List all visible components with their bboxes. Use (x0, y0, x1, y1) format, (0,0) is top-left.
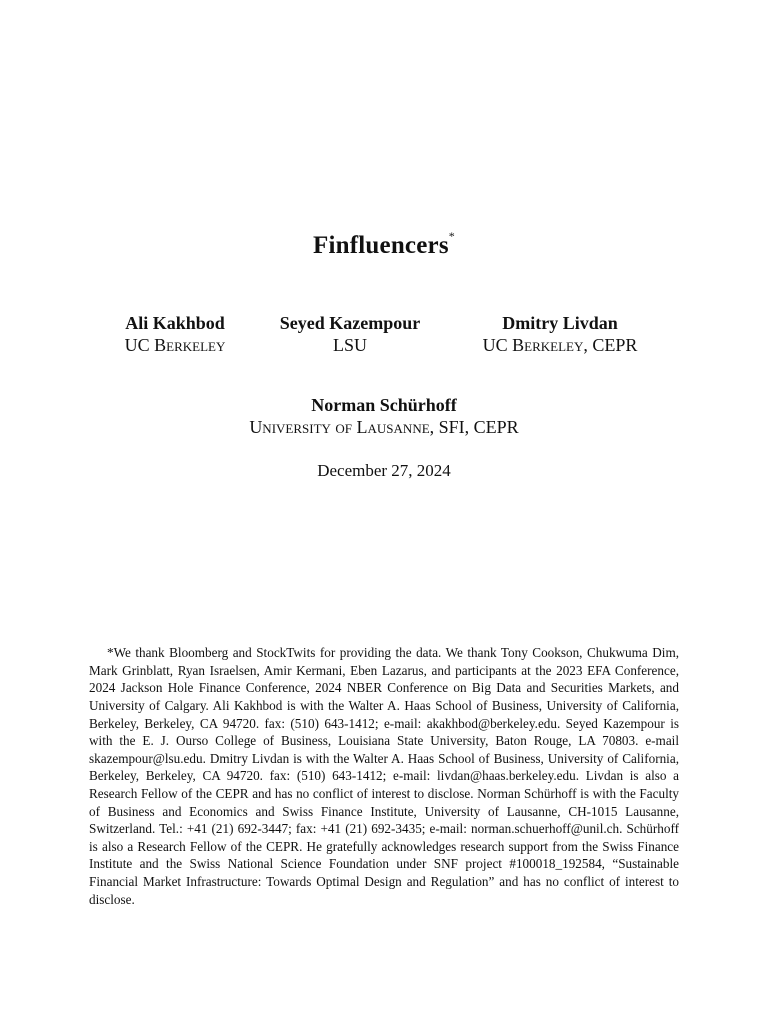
author-block (450, 312, 670, 356)
author-affiliation: University of Lausanne, SFI, CEPR (249, 417, 519, 437)
author-name: Ali Kakhbod (125, 313, 225, 333)
author-name: Seyed Kazempour (279, 313, 421, 333)
author-name: Norman Schürhoff (311, 395, 457, 415)
acknowledgment-footnote: *We thank Bloomberg and StockTwits for providing the data. We thank Tony Cookson, Chukwuma Dim, Mark Grinblatt, Ryan Israelsen, Amir Kermani, Eben Lazarus, and participants at the 2023 EFA Conference, 2024 Jackson Hole Finance Conference, 2024 NBER Conference on Big Data and Securities Markets, and University of Calgary. Ali Kakhbod is with the Walter A. Haas School of Business, University of California, Berkeley, Berkeley, CA 94720. fax: (510) 643-1412; e-mail: akakhbod@berkeley.edu. Seyed Kazempour is with the E. J. Ourso College of Business, Louisiana State University, Baton Rouge, LA 70803. e-mail skazempour@lsu.edu. Dmitry Livdan is with the Walter A. Haas School of Business, University of California, Berkeley, Berkeley, CA 94720. fax: (510) 643-1412; e-mail: livdan@haas.berkeley.edu. Livdan is also a Research Fellow of the CEPR and has no conflict of interest to disclose. Norman Schürhoff is with the Faculty of Business and Economics and Swiss Finance Institute, University of Lausanne, CH-1015 Lausanne, Switzerland. Tel.: +41 (21) 692-3447; fax: +41 (21) 692-3435; e-mail: norman.schuerhoff@unil.ch. Schürhoff is also a Research Fellow of the CEPR. He gratefully acknowledges research support from the Swiss Finance Institute and the Swiss National Science Foundation under SNF project #100018_192584, “Sustainable Financial Market Infrastructure: Towards Optimal Design and Regulation” and has no conflict of interest to disclose. (89, 645, 679, 907)
paper-title-text: Finfluencers (313, 232, 449, 259)
paper-title (0, 228, 768, 260)
author-name: Dmitry Livdan (502, 313, 618, 333)
author-block (255, 312, 445, 356)
title-footnote-marker: * (448, 228, 455, 243)
author-affiliation: LSU (332, 335, 367, 355)
author-block (100, 312, 250, 356)
paper-date: December 27, 2024 (317, 461, 451, 480)
author-affiliation: UC Berkeley (124, 335, 226, 355)
author-affiliation: UC Berkeley, CEPR (482, 335, 638, 355)
author-block (184, 394, 584, 438)
